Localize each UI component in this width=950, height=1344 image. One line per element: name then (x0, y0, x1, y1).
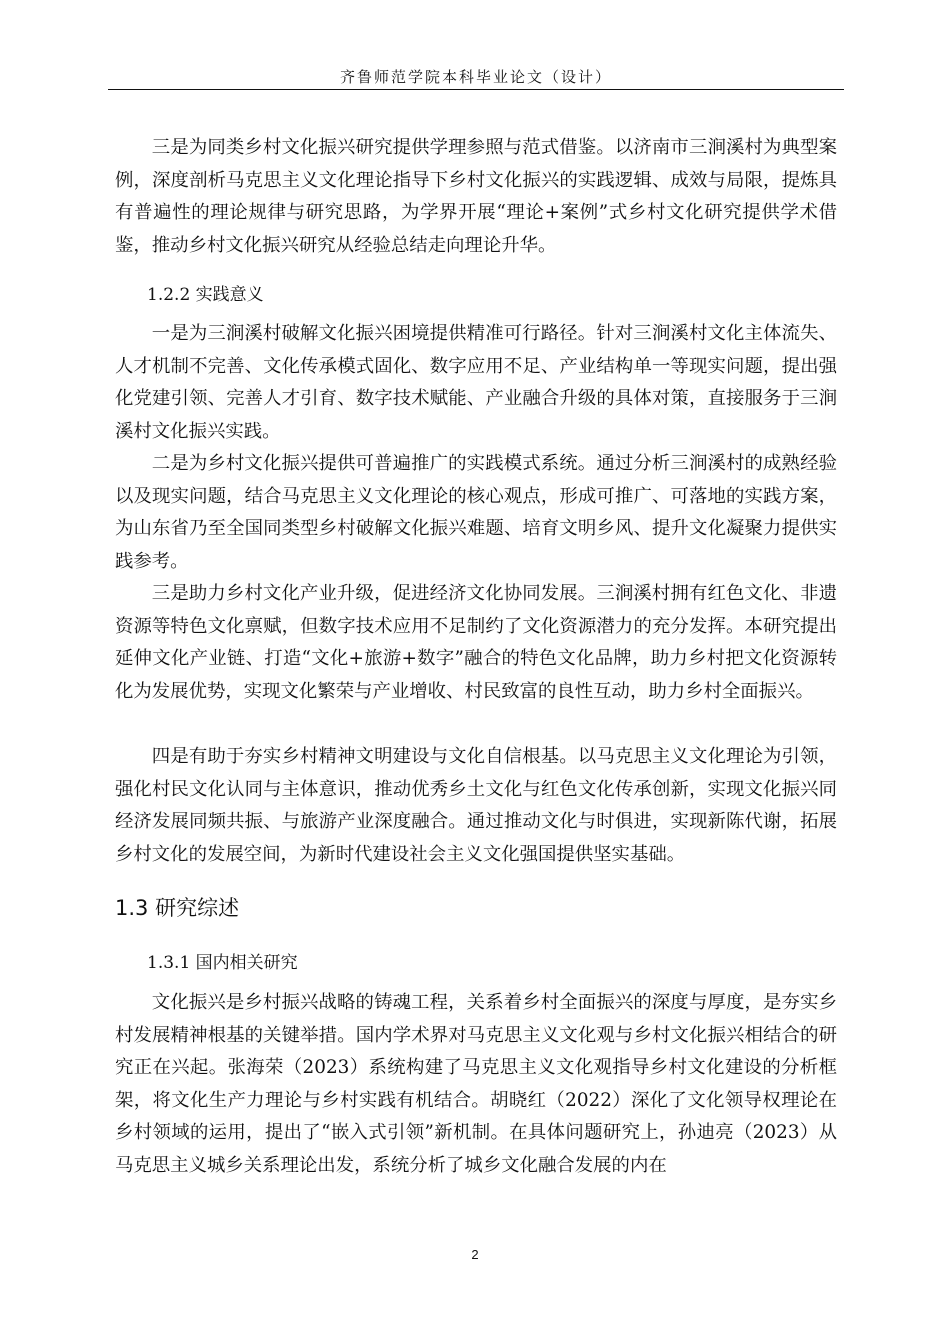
header-divider (108, 89, 844, 90)
paragraph-practice-second: 二是为乡村文化振兴提供可普遍推广的实践模式系统。通过分析三涧溪村的成熟经验以及现实问题，结合马克思主义文化理论的核心观点，形成可推广、可落地的实践方案，为山东省乃至全国同类型乡村破解文化振兴难题、培育文明乡风、提升文化凝聚力提供实践参考。 (115, 453, 837, 572)
paragraph-practice-first: 一是为三涧溪村破解文化振兴困境提供精准可行路径。针对三涧溪村文化主体流失、人才机制不完善、文化传承模式固化、数字应用不足、产业结构单一等现实问题，提出强化党建引领、完善人才引育、数字技术赋能、产业融合升级的具体对策，直接服务于三涧溪村文化振兴实践。 (115, 323, 837, 442)
running-header: 齐鲁师范学院本科毕业论文（设计） (339, 68, 612, 86)
heading-1-3: 1.3 研究综述 (115, 896, 240, 920)
paragraph-theory-third: 三是为同类乡村文化振兴研究提供学理参照与范式借鉴。以济南市三涧溪村为典型案例，深度剖析马克思主义文化理论指导下乡村文化振兴的实践逻辑、成效与局限，提炼具有普遍性的理论规律与研究思路，为学界开展“理论+案例”式乡村文化研究提供学术借鉴，推动乡村文化振兴研究从经验总结走向理论升华。 (115, 137, 837, 256)
paragraph-practice-third: 三是助力乡村文化产业升级，促进经济文化协同发展。三涧溪村拥有红色文化、非遗资源等特色文化禀赋，但数字技术应用不足制约了文化资源潜力的充分发挥。本研究提出延伸文化产业链、打造“文化+旅游+数字”融合的特色文化品牌，助力乡村把文化资源转化为发展优势，实现文化繁荣与产业增收、村民致富的良性互动，助力乡村全面振兴。 (115, 583, 837, 702)
paragraph-practice-fourth: 四是有助于夯实乡村精神文明建设与文化自信根基。以马克思主义文化理论为引领，强化村民文化认同与主体意识，推动优秀乡土文化与红色文化传承创新，实现文化振兴同经济发展同频共振、与旅游产业深度融合。通过推动文化与时俱进，实现新陈代谢，拓展乡村文化的发展空间，为新时代建设社会主义文化强国提供坚实基础。 (115, 746, 837, 865)
heading-1-2-2: 1.2.2 实践意义 (147, 285, 264, 305)
page-number: 2 (471, 1247, 479, 1262)
heading-1-3-1: 1.3.1 国内相关研究 (147, 953, 298, 973)
paragraph-domestic-research: 文化振兴是乡村振兴战略的铸魂工程，关系着乡村全面振兴的深度与厚度，是夯实乡村发展精神根基的关键举措。国内学术界对马克思主义文化观与乡村文化振兴相结合的研究正在兴起。张海荣（2023）系统构建了马克思主义文化观指导乡村文化建设的分析框架，将文化生产力理论与乡村实践有机结合。胡晓红（2022）深化了文化领导权理论在乡村领域的运用，提出了“嵌入式引领”新机制。在具体问题研究上，孙迪亮（2023）从马克思主义城乡关系理论出发，系统分析了城乡文化融合发展的内在 (115, 992, 837, 1176)
